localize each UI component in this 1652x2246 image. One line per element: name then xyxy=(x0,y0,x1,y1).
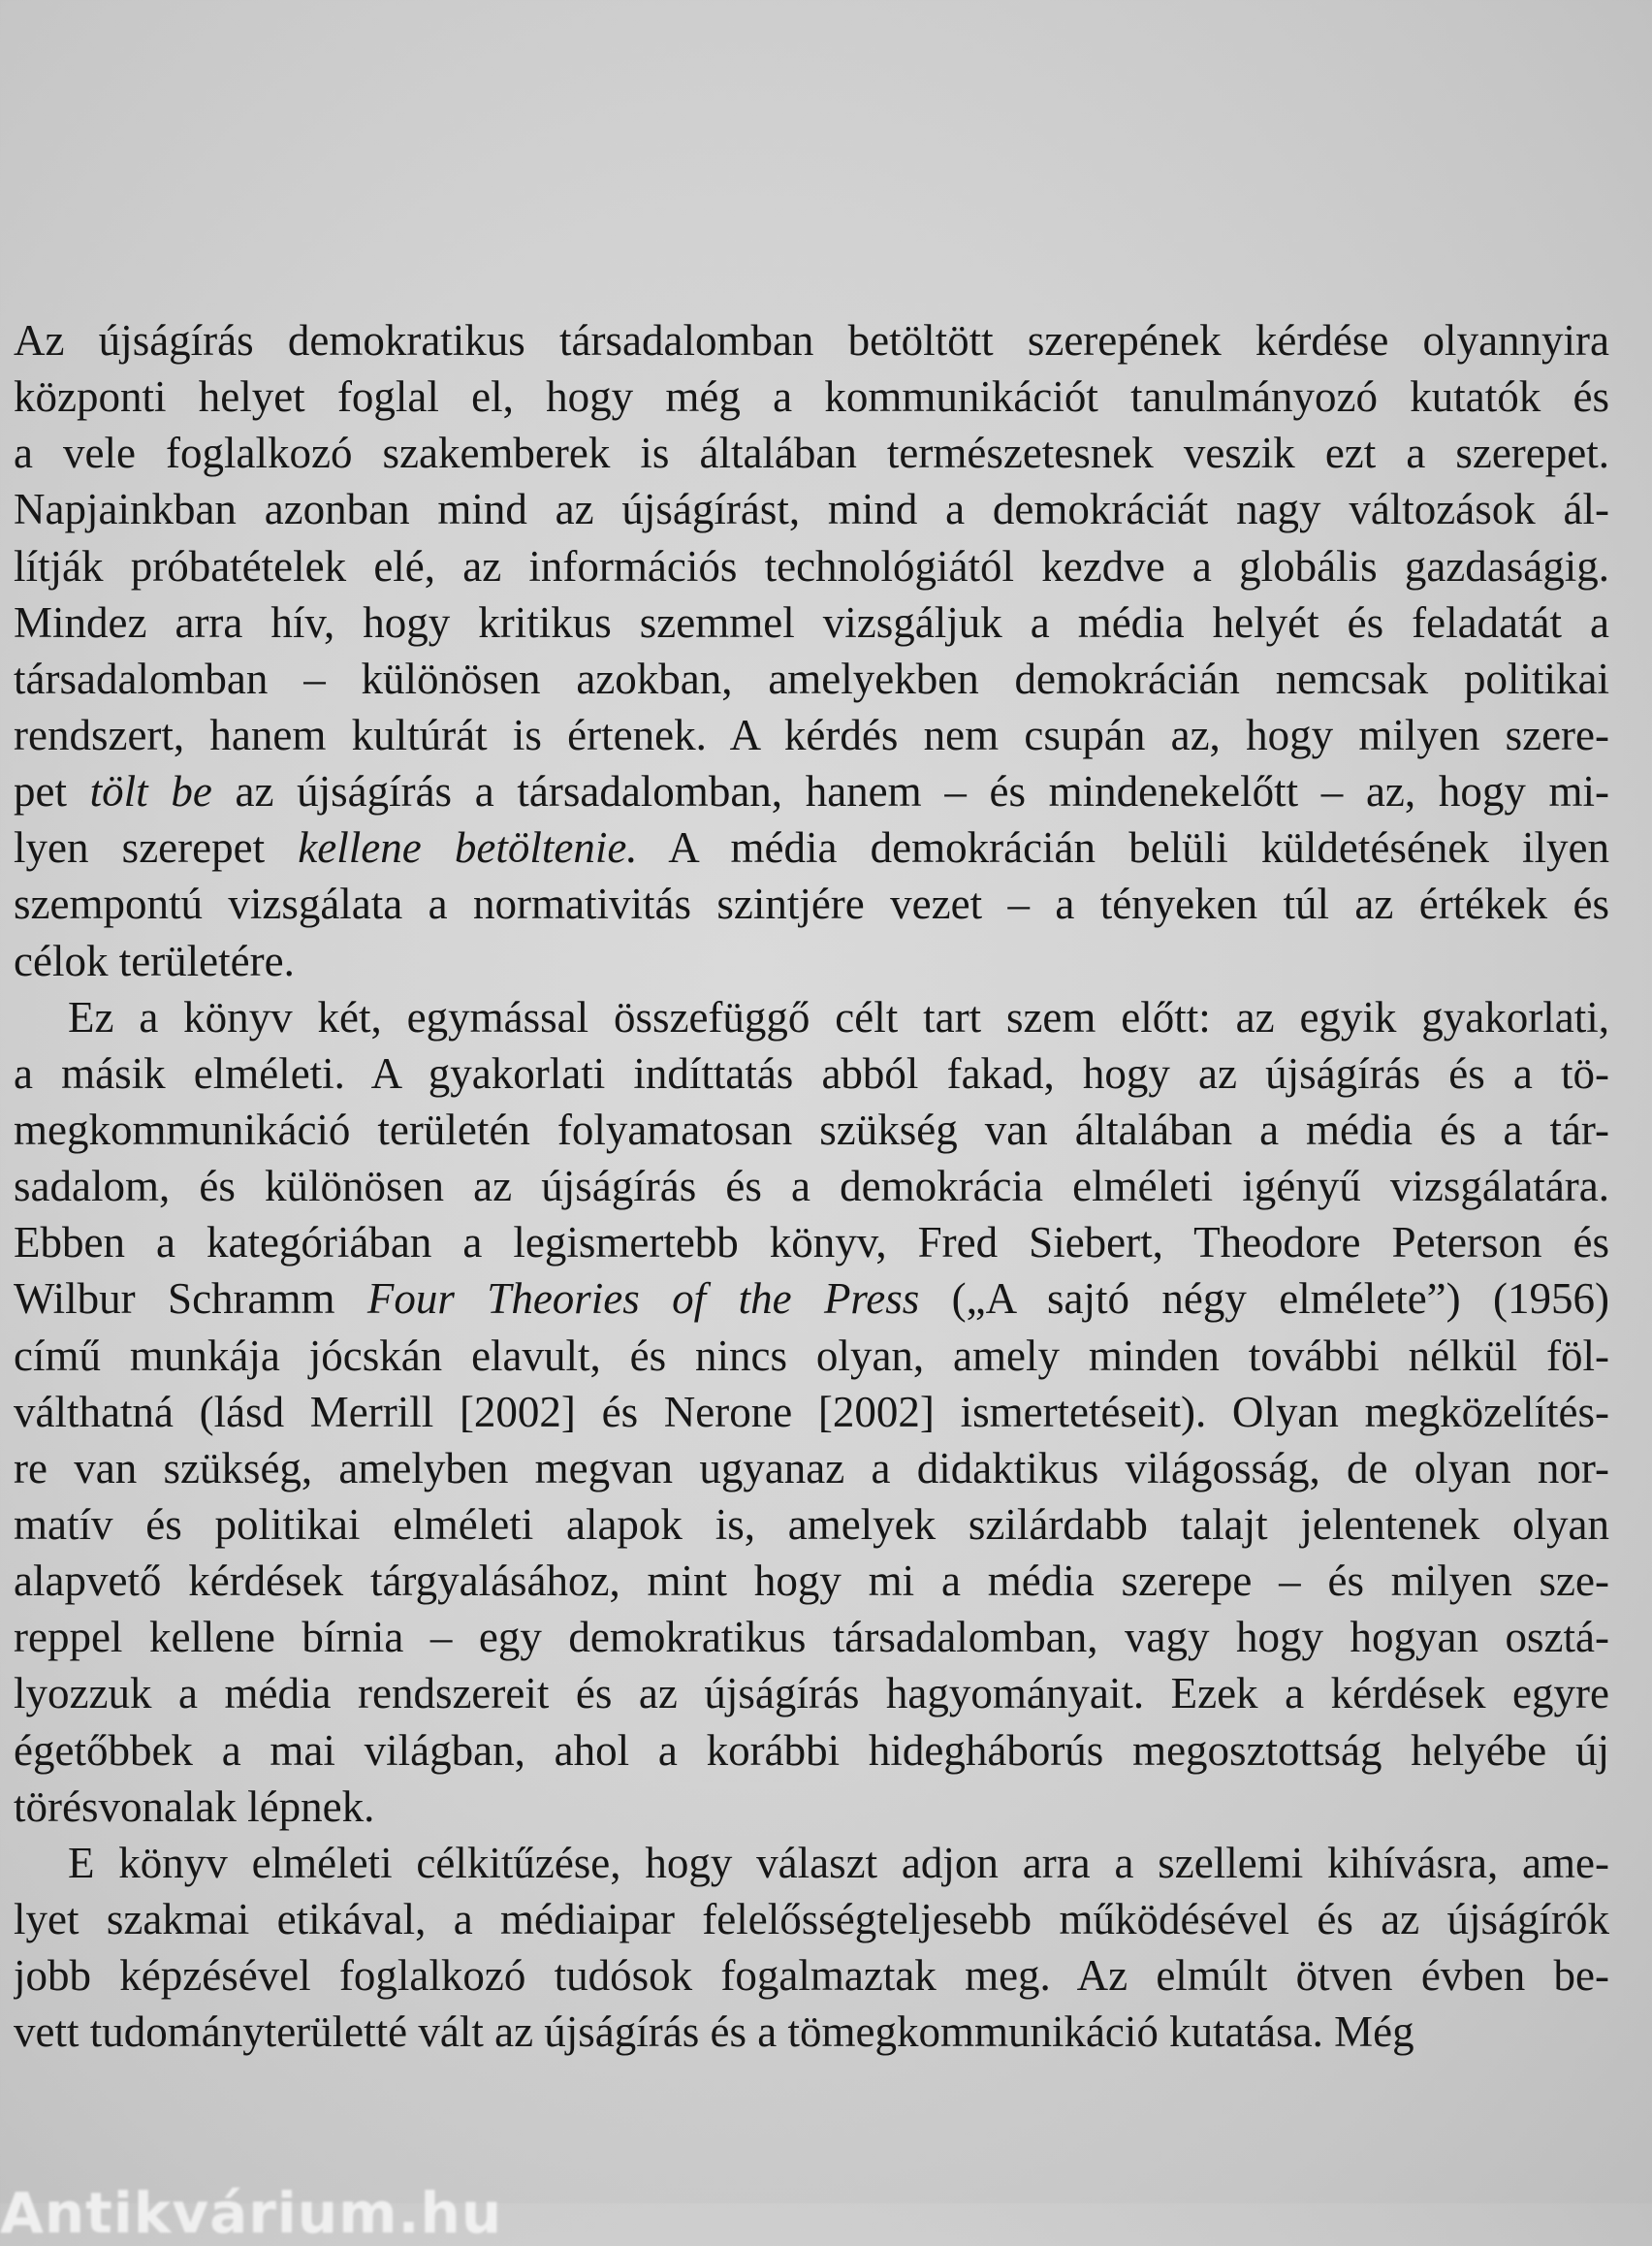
watermark: Antikvárium.hu xyxy=(0,2180,503,2246)
book-page-text xyxy=(14,312,1609,2060)
text-line xyxy=(14,1891,1609,1947)
italic-text: Four Theories of the Press xyxy=(366,1274,920,1324)
text-segment: szempontú vizsgálata a normativitás szintjére vezet – a tényeken túl az értékek és xyxy=(14,880,1609,929)
text-line xyxy=(14,1722,1609,1779)
text-segment: alapvető kérdések tárgyalásához, mint hogy mi a média szerepe – és milyen sze- xyxy=(14,1556,1609,1606)
text-segment: válthatná (lásd Merrill [2002] és Nerone [2002] ismertetéseit). Olyan megközelítés- xyxy=(14,1387,1609,1436)
text-segment: lítják próbatételek elé, az információs technológiától kezdve a globális gazdaságig. xyxy=(14,541,1609,591)
text-line xyxy=(14,425,1609,481)
text-segment: lyozzuk a média rendszereit és az újságírás hagyományait. Ezek a kérdések egyre xyxy=(14,1669,1609,1718)
text-segment: matív és politikai elméleti alapok is, amelyek szilárdabb talajt jelentenek olyan xyxy=(14,1499,1609,1549)
text-segment: Az újságírás demokratikus társadalomban betöltött szerepének kérdése olyannyira xyxy=(14,316,1609,365)
text-line xyxy=(14,1609,1609,1665)
text-segment: pet xyxy=(14,767,90,817)
text-line xyxy=(14,1270,1609,1327)
text-segment: reppel kellene bírnia – egy demokratikus társadalomban, vagy hogy hogyan osztá- xyxy=(14,1613,1609,1662)
text-segment: központi helyet foglal el, hogy még a kommunikációt tanulmányozó kutatók és xyxy=(14,372,1609,422)
text-segment: lyet szakmai etikával, a médiaipar felelősségteljesebb működésével és az újságírók xyxy=(14,1894,1609,1943)
text-line xyxy=(14,312,1609,369)
paragraph xyxy=(14,1835,1609,2061)
text-line xyxy=(14,1440,1609,1496)
text-line xyxy=(14,763,1609,819)
text-segment: Ebben a kategóriában a legismertebb könyv, Fred Siebert, Theodore Peterson és xyxy=(14,1218,1609,1267)
text-line xyxy=(14,933,1609,989)
text-segment: re van szükség, amelyben megvan ugyanaz a didaktikus világosság, de olyan nor- xyxy=(14,1443,1609,1492)
text-line xyxy=(14,1384,1609,1440)
text-segment: E könyv elméleti célkitűzése, hogy választ adjon arra a szellemi kihívásra, ame- xyxy=(68,1838,1609,1887)
text-segment: című munkája jócskán elavult, és nincs olyan, amely minden további nélkül föl- xyxy=(14,1331,1609,1380)
text-segment: lyen szerepet xyxy=(14,823,299,873)
text-line xyxy=(14,2004,1609,2060)
text-line xyxy=(14,651,1609,707)
text-line xyxy=(14,1158,1609,1214)
text-segment: Wilbur Schramm xyxy=(14,1274,367,1324)
text-line xyxy=(14,1328,1609,1384)
text-segment: megkommunikáció területén folyamatosan szükség van általában a média és a tár- xyxy=(14,1105,1609,1154)
text-segment: társadalomban – különösen azokban, amelyekben demokrácián nemcsak politikai xyxy=(14,654,1609,703)
text-line xyxy=(14,538,1609,594)
paragraph xyxy=(14,312,1609,989)
text-segment: Napjainkban azonban mind az újságírást, mind a demokráciát nagy változások ál- xyxy=(14,485,1609,534)
text-segment: a vele foglalkozó szakemberek is általában természetesnek veszik ezt a szerepet. xyxy=(14,429,1609,478)
text-segment: az újságírás a társadalomban, hanem – és mindenekelőtt – az, hogy mi- xyxy=(211,767,1609,817)
text-line xyxy=(14,481,1609,537)
text-segment: célok területére. xyxy=(14,936,295,985)
text-segment: A média demokrácián belüli küldetésének ilyen xyxy=(637,823,1609,873)
text-segment: sadalom, és különösen az újságírás és a demokrácia elméleti igényű vizsgálatára. xyxy=(14,1162,1609,1211)
text-line xyxy=(14,1214,1609,1270)
text-line xyxy=(14,369,1609,425)
text-segment: jobb képzésével foglalkozó tudósok fogalmaztak meg. Az elmúlt ötven évben be- xyxy=(14,1951,1609,2001)
text-segment: Mindez arra hív, hogy kritikus szemmel vizsgáljuk a média helyét és feladatát a xyxy=(14,597,1609,647)
text-segment: törésvonalak lépnek. xyxy=(14,1781,375,1831)
text-line xyxy=(14,1496,1609,1553)
text-line xyxy=(14,1947,1609,2004)
text-segment: („A sajtó négy elmélete”) (1956) xyxy=(919,1274,1609,1324)
text-line xyxy=(14,1553,1609,1609)
text-line xyxy=(14,819,1609,876)
text-line xyxy=(14,707,1609,763)
text-line xyxy=(14,1045,1609,1102)
text-line xyxy=(14,1835,1609,1891)
italic-text: tölt be xyxy=(89,767,212,817)
text-segment: égetőbbek a mai világban, ahol a korábbi hidegháborús megosztottság helyébe új xyxy=(14,1725,1609,1775)
text-segment: a másik elméleti. A gyakorlati indíttatás abból fakad, hogy az újságírás és a tö- xyxy=(14,1048,1609,1098)
text-segment: Ez a könyv két, egymással összefüggő célt tart szem előtt: az egyik gyakorlati, xyxy=(68,992,1609,1042)
text-segment: rendszert, hanem kultúrát is értenek. A kérdés nem csupán az, hogy milyen szere- xyxy=(14,710,1609,759)
text-line xyxy=(14,989,1609,1045)
text-line xyxy=(14,876,1609,932)
text-line xyxy=(14,594,1609,651)
text-line xyxy=(14,1665,1609,1721)
italic-text: kellene betöltenie. xyxy=(298,823,638,873)
text-line xyxy=(14,1102,1609,1158)
paragraph xyxy=(14,989,1609,1835)
text-segment: vett tudományterületté vált az újságírás és a tömegkommunikáció kutatása. Még xyxy=(14,2007,1414,2057)
text-line xyxy=(14,1779,1609,1835)
